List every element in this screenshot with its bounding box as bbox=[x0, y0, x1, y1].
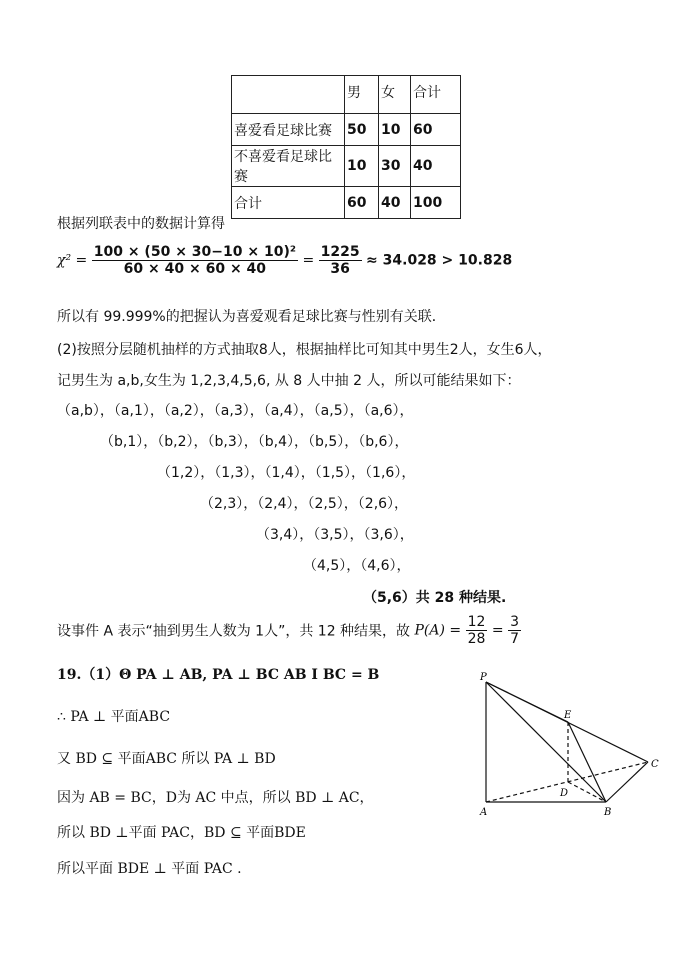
part2-text: (2)按照分层随机抽样的方式抽取8人，根据抽样比可知其中男生2人，女生6人， bbox=[57, 342, 552, 358]
chi-square-formula bbox=[57, 244, 512, 277]
p2-denominator: 7 bbox=[510, 631, 519, 647]
value-fraction bbox=[319, 244, 362, 277]
proof-line-5: 所以平面 BDE ⊥ 平面 PAC . bbox=[57, 861, 242, 877]
chi-fraction bbox=[92, 244, 298, 277]
label-d: D bbox=[560, 788, 569, 799]
edge-pe bbox=[486, 682, 568, 722]
edge-db-hidden bbox=[568, 782, 606, 802]
q19-text: 19.（1）Θ PA ⊥ AB, PA ⊥ BC AB I BC = B bbox=[57, 667, 380, 683]
label-b: B bbox=[604, 807, 612, 818]
p-numerator: 12 bbox=[467, 614, 486, 630]
table-header-cell bbox=[232, 76, 345, 114]
table-header-cell: 合计 bbox=[411, 76, 461, 114]
chi-lhs: χ² = bbox=[57, 252, 88, 269]
approx-value: ≈ 34.028 > 10.828 bbox=[366, 252, 513, 269]
label-e: E bbox=[564, 710, 572, 721]
row-label: 合计 bbox=[232, 187, 345, 219]
table-cell: 60 bbox=[345, 187, 379, 219]
pairs-row: （2,3），（2,4），（2,5），（2,6）， bbox=[200, 496, 409, 512]
table-cell: 40 bbox=[411, 146, 461, 187]
value-numerator: 1225 bbox=[320, 244, 360, 260]
conclusion-text: 所以有 99.999%的把握认为喜爱观看足球比赛与性别有关联． bbox=[57, 309, 446, 325]
table-header-cell: 男 bbox=[345, 76, 379, 114]
table-cell: 40 bbox=[379, 187, 411, 219]
table-row bbox=[232, 187, 461, 219]
chi-numerator: 100 × (50 × 30−10 × 10)² bbox=[93, 244, 296, 260]
pyramid-figure bbox=[460, 670, 670, 830]
proof-line-1: ∴ PA ⊥ 平面ABC bbox=[57, 709, 171, 725]
label-p: P bbox=[480, 672, 487, 683]
edge-pb bbox=[486, 682, 606, 802]
pairs-row: （5,6）共 28 种结果. bbox=[363, 590, 507, 606]
table-header-row bbox=[232, 76, 461, 114]
table-row bbox=[232, 114, 461, 146]
equals-sign: = bbox=[302, 252, 315, 269]
row-label: 不喜爱看足球比赛 bbox=[232, 146, 345, 187]
p2-fraction bbox=[508, 614, 521, 647]
value-denominator: 36 bbox=[330, 261, 350, 277]
table-cell: 30 bbox=[379, 146, 411, 187]
p-denominator: 28 bbox=[467, 631, 486, 647]
p2-numerator: 3 bbox=[510, 614, 519, 630]
table-cell: 10 bbox=[345, 146, 379, 187]
pairs-row: （b,1），（b,2），（b,3），（b,4），（b,5），（b,6）， bbox=[100, 434, 409, 450]
pairs-row: （3,4），（3,5），（3,6）， bbox=[256, 527, 414, 543]
note-text: 记男生为 a,b,女生为 1,2,3,4,5,6, 从 8 人中抽 2 人，所以可能结果如下： bbox=[57, 373, 521, 389]
label-c: C bbox=[651, 759, 659, 770]
proof-line-4: 所以 BD ⊥平面 PAC，BD ⊆ 平面BDE bbox=[57, 825, 306, 841]
chi-denominator: 60 × 40 × 60 × 40 bbox=[123, 261, 267, 277]
label-a: A bbox=[480, 807, 488, 818]
table-row bbox=[232, 146, 461, 187]
table-header-cell: 女 bbox=[379, 76, 411, 114]
table-cell: 100 bbox=[411, 187, 461, 219]
table-cell: 60 bbox=[411, 114, 461, 146]
edge-eb bbox=[568, 722, 606, 802]
contingency-table bbox=[231, 75, 461, 219]
proof-line-2: 又 BD ⊆ 平面ABC 所以 PA ⊥ BD bbox=[57, 751, 276, 767]
proof-line-3: 因为 AB = BC，D为 AC 中点，所以 BD ⊥ AC， bbox=[57, 790, 374, 806]
p-fraction bbox=[466, 614, 488, 647]
table-cell: 10 bbox=[379, 114, 411, 146]
pairs-row: （4,5），（4,6）， bbox=[303, 558, 411, 574]
q19-heading bbox=[57, 664, 379, 684]
table-cell: 50 bbox=[345, 114, 379, 146]
edge-bc bbox=[606, 762, 648, 802]
pairs-row: （a,b），（a,1），（a,2），（a,3），（a,4），（a,5），（a,6）， bbox=[57, 403, 414, 419]
event-line bbox=[57, 614, 521, 647]
calc-intro: 根据列联表中的数据计算得 bbox=[57, 216, 225, 232]
event-pa: P(A) = bbox=[414, 622, 462, 639]
p-equals: = bbox=[491, 622, 504, 639]
pairs-row: （1,2），（1,3），（1,4），（1,5），（1,6）， bbox=[157, 465, 416, 481]
event-text: 设事件 A 表示“抽到男生人数为 1人”，共 12 种结果，故 bbox=[57, 623, 411, 640]
row-label: 喜爱看足球比赛 bbox=[232, 114, 345, 146]
